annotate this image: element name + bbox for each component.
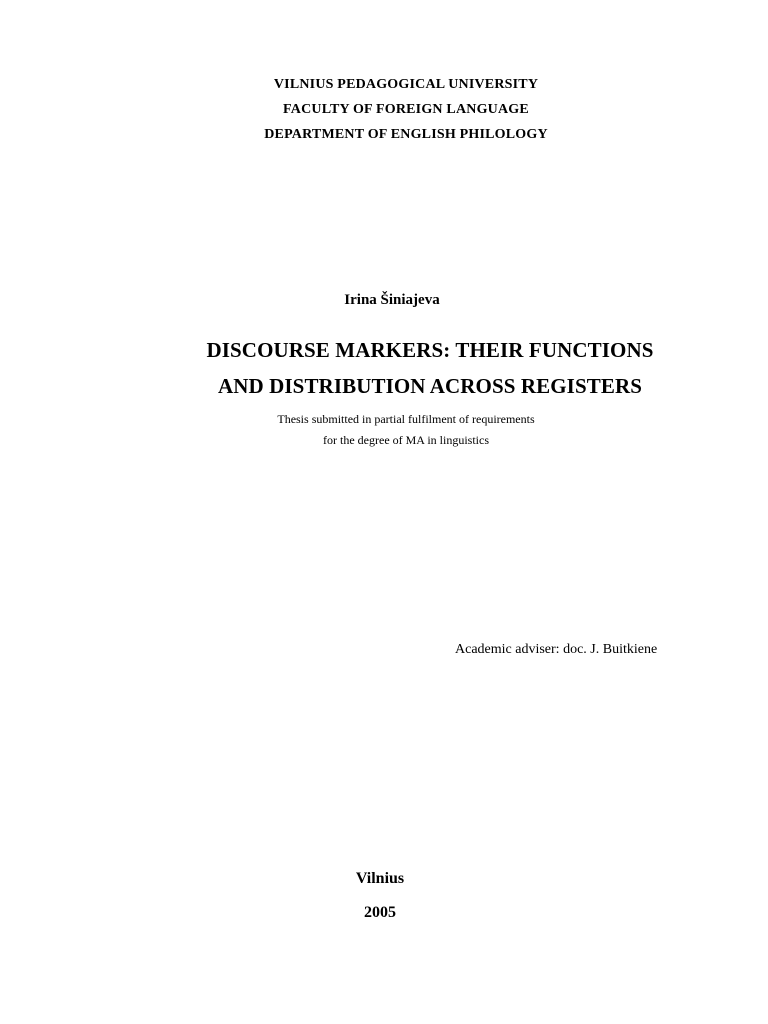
thesis-subtitle-line-2: for the degree of MA in linguistics: [323, 433, 489, 447]
publication-year: 2005: [364, 904, 396, 921]
thesis-title-line-1: DISCOURSE MARKERS: THEIR FUNCTIONS: [206, 338, 654, 362]
author-name: Irina Šiniajeva: [344, 292, 440, 308]
faculty-name: FACULTY OF FOREIGN LANGUAGE: [283, 102, 529, 117]
thesis-title-line-2: AND DISTRIBUTION ACROSS REGISTERS: [217, 374, 642, 398]
place-of-publication: Vilnius: [355, 870, 405, 887]
department-name: DEPARTMENT OF ENGLISH PHILOLOGY: [264, 127, 548, 142]
thesis-subtitle-line-1: Thesis submitted in partial fulfilment of requirements: [277, 412, 535, 426]
academic-adviser: Academic adviser: doc. J. Buitkiene: [455, 642, 658, 657]
university-name: VILNIUS PEDAGOGICAL UNIVERSITY: [273, 77, 539, 92]
